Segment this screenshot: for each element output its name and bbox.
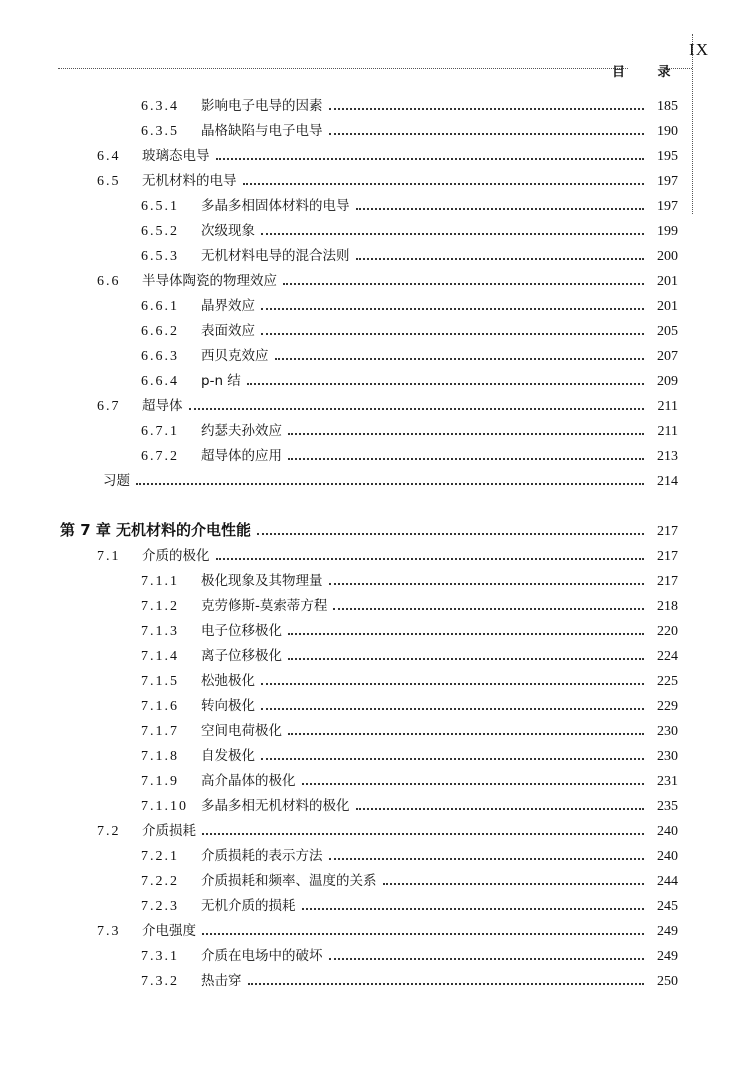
dot-leader xyxy=(202,932,644,935)
toc-entry-title: 习题 xyxy=(103,473,130,489)
toc-entry-page: 185 xyxy=(657,99,678,114)
toc-entry-page: 195 xyxy=(657,149,678,164)
toc-entry-page: 220 xyxy=(657,624,678,639)
toc-entry-number: 6.3.5 xyxy=(141,124,179,139)
dot-leader xyxy=(283,282,644,285)
toc-entry-title: 表面效应 xyxy=(201,323,255,339)
toc-entry-page: 249 xyxy=(657,924,678,939)
toc-entry-title: 约瑟夫孙效应 xyxy=(201,423,282,439)
dot-leader xyxy=(216,557,645,560)
toc-entry-page: 230 xyxy=(657,724,678,739)
dot-leader xyxy=(329,957,645,960)
toc-entry-title: 西贝克效应 xyxy=(201,348,269,364)
toc-entry-title: 转向极化 xyxy=(201,698,255,714)
toc-entry-page: 197 xyxy=(657,199,678,214)
dot-leader xyxy=(247,382,644,385)
toc-entry-page: 231 xyxy=(657,774,678,789)
toc-entry-title: 空间电荷极化 xyxy=(201,723,282,739)
toc-entry-page: 244 xyxy=(657,874,678,889)
dot-leader xyxy=(356,257,645,260)
toc-entry-page: 201 xyxy=(657,274,678,289)
toc-entry-page: 200 xyxy=(657,249,678,264)
dot-leader xyxy=(261,682,644,685)
toc-entry-number: 6.5.2 xyxy=(141,224,179,239)
toc-entry[interactable] xyxy=(141,869,678,894)
toc-entry-number: 7.3.1 xyxy=(141,949,179,964)
toc-entry-title: 玻璃态电导 xyxy=(142,148,210,164)
dot-leader xyxy=(243,182,645,185)
toc-entry[interactable] xyxy=(141,694,678,719)
toc-entry[interactable] xyxy=(97,269,678,294)
toc-entry-title: 半导体陶瓷的物理效应 xyxy=(142,273,277,289)
toc-entry-page: 214 xyxy=(657,474,678,489)
running-title: 目 录 xyxy=(612,65,685,80)
toc-entry-title: p-n 结 xyxy=(201,373,241,389)
toc-entry-title: 介质损耗的表示方法 xyxy=(201,848,323,864)
toc-entry-number: 6.4 xyxy=(97,149,121,164)
toc-entry-number: 7.2.3 xyxy=(141,899,179,914)
dot-leader xyxy=(356,807,645,810)
toc-entry-page: 240 xyxy=(657,849,678,864)
toc-entry[interactable] xyxy=(141,369,678,394)
dot-leader xyxy=(136,482,644,485)
toc-entry-title: 介质损耗和频率、温度的关系 xyxy=(201,873,377,889)
dot-leader xyxy=(288,632,644,635)
dot-leader xyxy=(288,457,644,460)
toc-entry-number: 7.1.4 xyxy=(141,649,179,664)
toc-entry-number: 6.5 xyxy=(97,174,121,189)
toc-entry[interactable] xyxy=(141,569,678,594)
toc-entry-number: 7.1.2 xyxy=(141,599,179,614)
toc-entry[interactable] xyxy=(141,619,678,644)
toc-entry-number: 7.1.6 xyxy=(141,699,179,714)
toc-entry-title: 无机介质的损耗 xyxy=(201,898,296,914)
toc-entry[interactable] xyxy=(141,244,678,269)
toc-entry-page: 229 xyxy=(657,699,678,714)
toc-entry-page: 207 xyxy=(657,349,678,364)
toc-entry[interactable] xyxy=(141,719,678,744)
toc-entry[interactable] xyxy=(141,94,678,119)
toc-entry-number: 7.2.1 xyxy=(141,849,179,864)
toc-entry[interactable] xyxy=(141,319,678,344)
toc-entry-title: 超导体的应用 xyxy=(201,448,282,464)
toc-entry-page: 224 xyxy=(657,649,678,664)
toc-entry[interactable] xyxy=(141,594,678,619)
toc-entry[interactable] xyxy=(141,969,678,994)
toc-entry[interactable] xyxy=(60,519,678,544)
toc-entry-number: 6.6.1 xyxy=(141,299,179,314)
toc-entry-title: 高介晶体的极化 xyxy=(201,773,296,789)
toc-entry-title: 自发极化 xyxy=(201,748,255,764)
toc-entry-title: 次级现象 xyxy=(201,223,255,239)
toc-entry-page: 205 xyxy=(657,324,678,339)
dot-leader xyxy=(356,207,645,210)
toc-entry-number: 6.6.4 xyxy=(141,374,179,389)
toc-entry-page: 217 xyxy=(657,524,678,539)
toc-entry-number: 7.1.8 xyxy=(141,749,179,764)
toc-entry-number: 6.6 xyxy=(97,274,121,289)
toc-entry-number: 6.5.3 xyxy=(141,249,179,264)
toc-entry-title: 无机材料的电导 xyxy=(142,173,237,189)
toc-entry-title: 介质损耗 xyxy=(142,823,196,839)
toc-entry-page: 190 xyxy=(657,124,678,139)
toc-entry-number: 7.1.9 xyxy=(141,774,179,789)
header-dotted-rule xyxy=(58,68,628,69)
toc-entry-page: 235 xyxy=(657,799,678,814)
dot-leader xyxy=(329,132,645,135)
toc-entry[interactable] xyxy=(141,744,678,769)
toc-entry[interactable] xyxy=(141,294,678,319)
toc-entry[interactable] xyxy=(141,419,678,444)
dot-leader xyxy=(383,882,645,885)
dot-leader xyxy=(288,432,644,435)
toc-entry[interactable] xyxy=(141,119,678,144)
page-edge-rule xyxy=(692,34,693,214)
toc-entry-number: 6.6.2 xyxy=(141,324,179,339)
dot-leader xyxy=(261,332,644,335)
toc-entry[interactable] xyxy=(97,544,678,569)
toc-entry-title: 松弛极化 xyxy=(201,673,255,689)
dot-leader xyxy=(216,157,645,160)
toc-entry-title: 介电强度 xyxy=(142,923,196,939)
toc-entry[interactable] xyxy=(141,344,678,369)
toc-entry-title: 多晶多相无机材料的极化 xyxy=(201,798,350,814)
dot-leader xyxy=(275,357,645,360)
toc-entry-number: 7.3 xyxy=(97,924,121,939)
toc-entry-page: 201 xyxy=(657,299,678,314)
dot-leader xyxy=(329,857,645,860)
toc-entry-number: 6.7.2 xyxy=(141,449,179,464)
toc-entry-title: 极化现象及其物理量 xyxy=(201,573,323,589)
dot-leader xyxy=(257,532,644,535)
toc-entry-number: 7.1.3 xyxy=(141,624,179,639)
toc-entry-page: 217 xyxy=(657,574,678,589)
toc-entry[interactable] xyxy=(141,644,678,669)
toc-entry-number: 7.1.5 xyxy=(141,674,179,689)
toc-entry-page: 225 xyxy=(657,674,678,689)
toc-entry-title: 电子位移极化 xyxy=(201,623,282,639)
toc-entry-number: 7.1.1 xyxy=(141,574,179,589)
dot-leader xyxy=(261,232,644,235)
dot-leader xyxy=(202,832,644,835)
dot-leader xyxy=(329,107,645,110)
dot-leader xyxy=(189,407,645,410)
toc-entry[interactable] xyxy=(141,444,678,469)
toc-entry-title: 无机材料电导的混合法则 xyxy=(201,248,350,264)
toc-entry-number: 7.1.7 xyxy=(141,724,179,739)
toc-entry-page: 250 xyxy=(657,974,678,989)
dot-leader xyxy=(248,982,645,985)
toc-entry-number: 7.2 xyxy=(97,824,121,839)
toc-entry-number: 第 7 章 xyxy=(60,521,111,539)
toc-entry-number: 7.1 xyxy=(97,549,121,564)
toc-entry[interactable] xyxy=(97,394,678,419)
toc-entry-title: 晶界效应 xyxy=(201,298,255,314)
dot-leader xyxy=(333,607,644,610)
toc-entry-page: 230 xyxy=(657,749,678,764)
toc-entry-number: 6.6.3 xyxy=(141,349,179,364)
toc-entry-number: 6.3.4 xyxy=(141,99,179,114)
toc-entry[interactable] xyxy=(141,219,678,244)
toc-entry[interactable] xyxy=(97,144,678,169)
toc-entry-title: 离子位移极化 xyxy=(201,648,282,664)
toc-entry-title: 介质在电场中的破坏 xyxy=(201,948,323,964)
toc-entry-page: 211 xyxy=(657,399,678,414)
toc-entry-title: 超导体 xyxy=(142,398,183,414)
toc-entry-number: 7.1.10 xyxy=(141,799,188,814)
toc-entry-page: 211 xyxy=(657,424,678,439)
toc-entry-number: 6.7 xyxy=(97,399,121,414)
toc-entry-page: 240 xyxy=(657,824,678,839)
toc-entry-title: 晶格缺陷与电子电导 xyxy=(201,123,323,139)
dot-leader xyxy=(261,307,644,310)
toc-entry-title: 无机材料的介电性能 xyxy=(116,521,252,539)
toc-entry-number: 7.2.2 xyxy=(141,874,179,889)
toc-entry-page: 199 xyxy=(657,224,678,239)
toc-entry-title: 介质的极化 xyxy=(142,548,210,564)
dot-leader xyxy=(329,582,645,585)
toc-entry-page: 197 xyxy=(657,174,678,189)
toc-entry[interactable] xyxy=(141,669,678,694)
toc-entry[interactable] xyxy=(141,794,678,819)
toc-entry-number: 6.5.1 xyxy=(141,199,179,214)
toc-entry-page: 217 xyxy=(657,549,678,564)
dot-leader xyxy=(288,657,644,660)
dot-leader xyxy=(261,707,644,710)
toc-entry[interactable] xyxy=(97,169,678,194)
dot-leader xyxy=(302,907,645,910)
toc-entry[interactable] xyxy=(141,844,678,869)
toc-entry-title: 影响电子电导的因素 xyxy=(201,98,323,114)
toc-entry-page: 218 xyxy=(657,599,678,614)
toc-entry[interactable] xyxy=(103,469,678,494)
toc-entry[interactable] xyxy=(97,919,678,944)
toc-entry[interactable] xyxy=(141,194,678,219)
dot-leader xyxy=(288,732,644,735)
toc-entry[interactable] xyxy=(141,944,678,969)
dot-leader xyxy=(302,782,645,785)
toc-entry[interactable] xyxy=(141,769,678,794)
toc-entry-title: 克劳修斯-莫索蒂方程 xyxy=(201,598,328,614)
toc-entry-page: 213 xyxy=(657,449,678,464)
toc-entry-number: 6.7.1 xyxy=(141,424,179,439)
toc-entry-number: 7.3.2 xyxy=(141,974,179,989)
toc-entry-title: 多晶多相固体材料的电导 xyxy=(201,198,350,214)
toc-entry[interactable] xyxy=(97,819,678,844)
toc-entry-page: 209 xyxy=(657,374,678,389)
toc-entry-page: 249 xyxy=(657,949,678,964)
toc-entry-page: 245 xyxy=(657,899,678,914)
toc-entry-title: 热击穿 xyxy=(201,973,242,989)
dot-leader xyxy=(261,757,644,760)
toc-entry[interactable] xyxy=(141,894,678,919)
page-number: IX xyxy=(689,40,709,59)
